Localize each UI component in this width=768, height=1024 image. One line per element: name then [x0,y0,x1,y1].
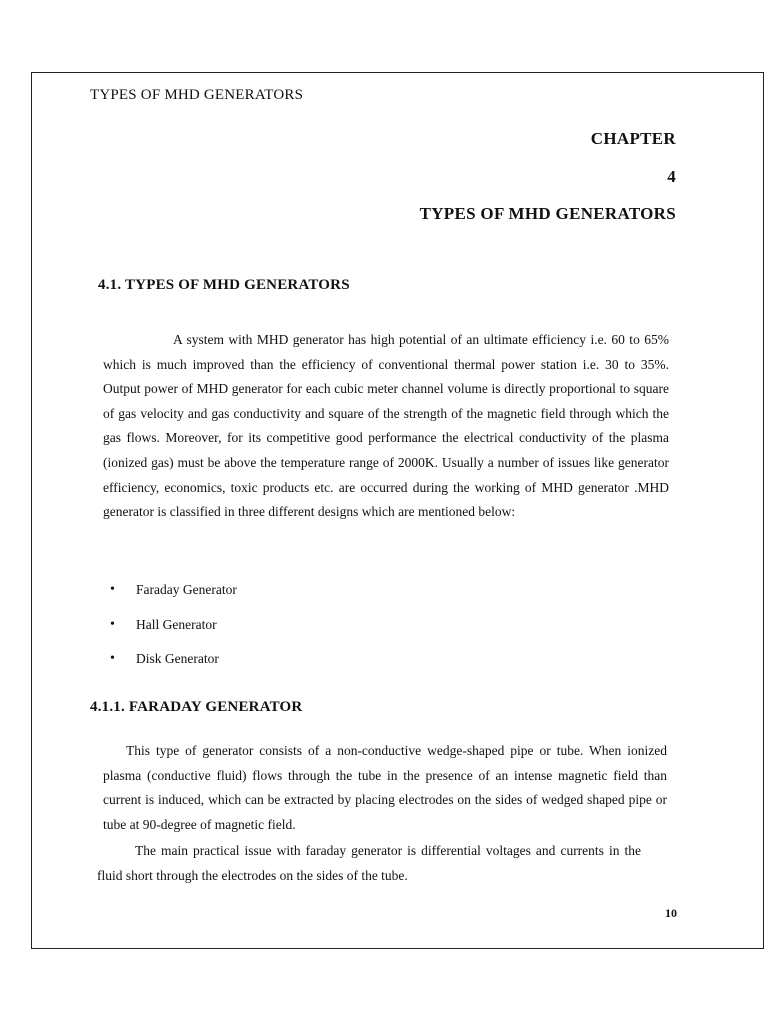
intro-paragraph: A system with MHD generator has high potential of an ultimate efficiency i.e. 60 to 65% which is much improved than the efficiency of conventional thermal power station i.e. 30 to 35%. Output power of MHD generator for each cubic meter channel volume is directly proportional to square of gas velocity and gas conductivity and square of the strength of the magnetic field through which the gas flows. Moreover, for its competitive good performance the electrical conductivity of the plasma (ionized gas) must be above the temperature range of 2000K. Usually a number of issues like generator efficiency, economics, toxic products etc. are occurred during the working of MHD generator .MHD generator is classified in three different designs which are mentioned below: [103,332,669,520]
bullet-icon: • [110,651,115,666]
faraday-paragraph: This type of generator consists of a non-conductive wedge-shaped pipe or tube. When ionized plasma (conductive fluid) flows through the tube in the presence of an intense magnetic field than current is induced, which can be extracted by placing electrodes on the sides of wedged shaped pipe or tube at 90-degree of magnetic field. [103,743,667,832]
bullet-icon: • [110,616,115,632]
bullet-icon: • [110,582,115,597]
chapter-title: TYPES OF MHD GENERATORS [419,204,676,223]
list-item-label: Faraday Generator [136,582,237,597]
section-heading-4-1-1: 4.1.1. FARADAY GENERATOR [90,699,303,715]
list-item-label: Hall Generator [136,616,217,632]
chapter-number: 4 [667,167,676,186]
list-item [110,582,237,617]
chapter-label: CHAPTER [590,129,676,148]
list-item [110,651,237,686]
list-item-label: Disk Generator [136,651,219,666]
faraday-issue-paragraph: The main practical issue with faraday generator is differential voltages and currents in the fluid short through the electrodes on the sides of the tube. [97,843,641,883]
running-header: TYPES OF MHD GENERATORS [90,87,304,103]
page-number: 10 [665,906,677,920]
section-heading-4-1: 4.1. TYPES OF MHD GENERATORS [98,277,350,293]
list-item [110,617,237,652]
generator-types-list [110,582,237,686]
